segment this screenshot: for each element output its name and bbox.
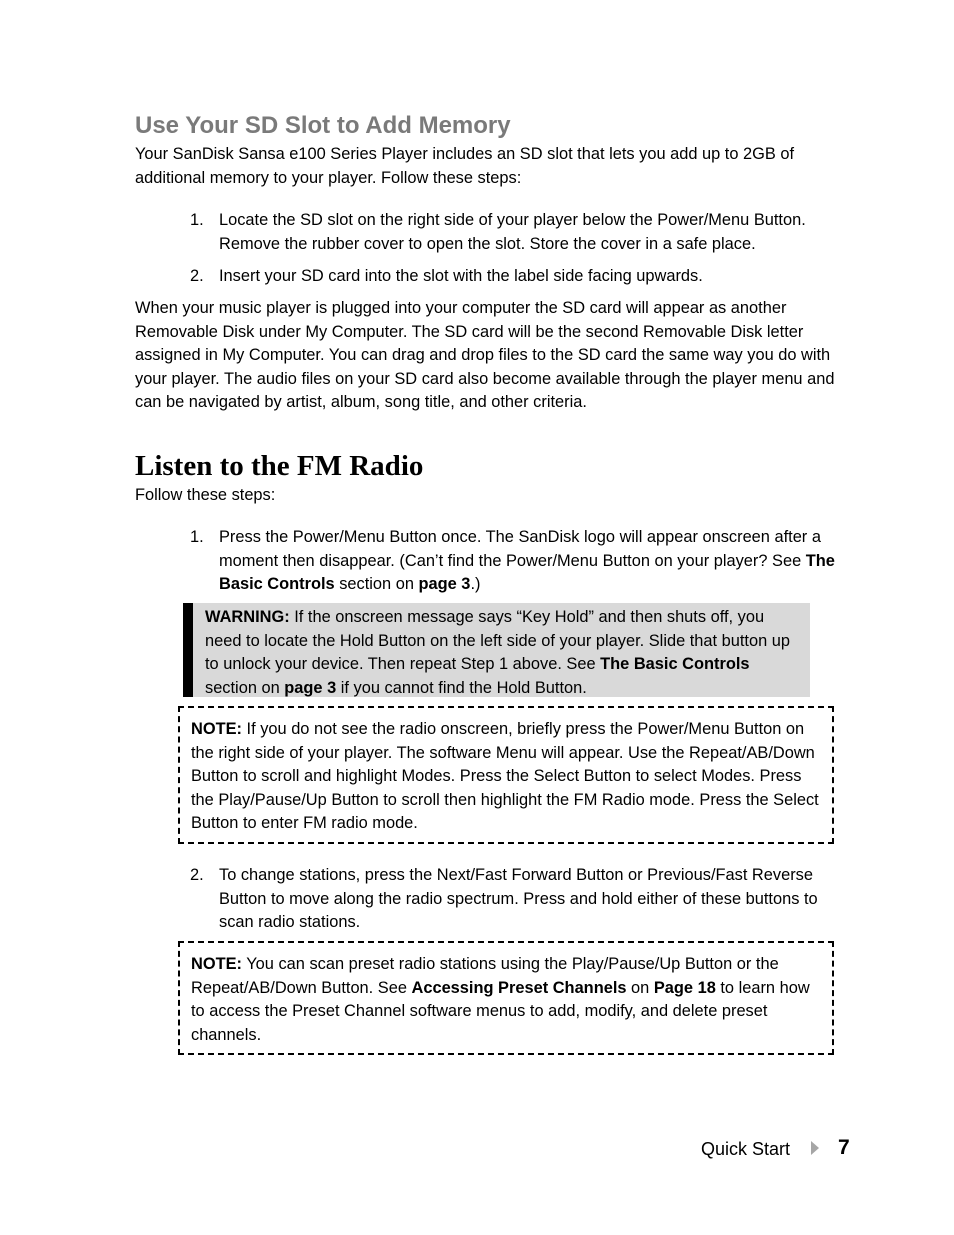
bold-reference: The Basic Controls [219,551,835,593]
note-label: NOTE: [191,720,242,738]
sd-outro-paragraph: When your music player is plugged into your computer the SD card will appear as another Removable Disk under My Computer. The SD card will be the second Removable Disk letter assigned in My Computer. You can drag and drop files to the SD card the same way you do with your player. The audio files on your SD card also become available through the player menu and can be navigated by artist, album, song title, and other criteria. [135,299,835,411]
sd-step-1 [190,209,855,256]
step-text: Press the Power/Menu Button once. The SanDisk logo will appear onscreen after a moment then disappear. (Can’t find the Power/Menu Button on your player? See The Basic Controls section on page 3.) [219,528,835,593]
bold-reference: Accessing Preset Channels [411,978,627,997]
note-text: NOTE: You can scan preset radio stations using the Play/Pause/Up Button or the Repeat/AB/Down Button. See Accessing Preset Channels on Page 18 to learn how to access the Preset Channel software menus to add, modify, and delete preset channels. [191,955,810,1044]
step-number: 2. [190,267,204,285]
warning-callout [183,603,810,697]
step-number: 2. [190,866,204,884]
section-heading-sd-slot: Use Your SD Slot to Add Memory [135,112,511,139]
step-number: 1. [190,211,204,229]
fm-step-1 [190,526,855,597]
fm-intro-paragraph: Follow these steps: [135,486,276,504]
warning-label: WARNING: [205,608,290,626]
bold-reference: The Basic Controls [600,655,750,673]
warning-bar [183,603,193,697]
bold-page-reference: page 3 [418,575,471,593]
sd-step-2 [190,265,855,289]
step-number: 1. [190,528,204,546]
bold-page-reference: Page 18 [653,978,716,997]
note-text: NOTE: If you do not see the radio onscreen, briefly press the Power/Menu Button on the right side of your player. The software Menu will appear. Use the Repeat/AB/Down Button to scroll and highlight Modes. Press the Select Button to select Modes. Press the Play/Pause/Up Button to scroll then highlight the FM Radio mode. Press the Select Button to enter FM radio mode. [191,720,819,832]
warning-text: WARNING: If the onscreen message says “Key Hold” and then shuts off, you need to locate the Hold Button on the left side of your player. Slide that button up to unlock your device. Then repeat Step 1 above. See The Basic Controls section on page 3 if you cannot find the Hold Button. [205,608,790,697]
footer-section-title: Quick Start [701,1139,791,1159]
fm-step-2 [190,864,855,935]
step-text: Locate the SD slot on the right side of your player below the Power/Menu Button. Remove the rubber cover to open the slot. Store the cover in a safe place. [219,211,806,253]
note-callout-2 [178,941,834,1055]
page-number: 7 [838,1136,850,1159]
note-callout-1 [178,706,834,844]
step-text: To change stations, press the Next/Fast Forward Button or Previous/Fast Reverse Button to move along the radio spectrum. Press and hold either of these buttons to scan radio stations. [219,866,818,931]
section-heading-fm-radio: Listen to the FM Radio [135,450,424,482]
triangle-right-icon [811,1141,819,1155]
sd-intro-paragraph: Your SanDisk Sansa e100 Series Player includes an SD slot that lets you add up to 2GB of additional memory to your player. Follow these steps: [135,145,795,187]
bold-page-reference: page 3 [284,678,337,697]
step-text: Insert your SD card into the slot with the label side facing upwards. [219,267,703,285]
note-label: NOTE: [191,955,242,973]
